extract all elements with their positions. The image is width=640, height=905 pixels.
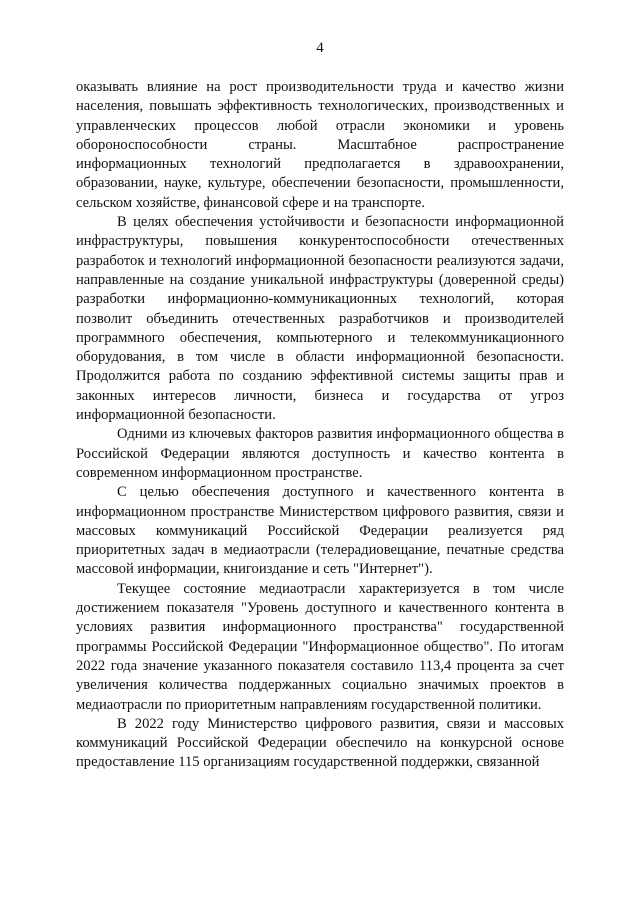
paragraph-state-support: В 2022 году Министерство цифрового развития, связи и массовых коммуникаций Российской Федерации обеспечило на конкурсной основе предоставление 115 организациям государственной поддержки, связанной <box>76 715 564 771</box>
paragraph-media-indicator: Текущее состояние медиаотрасли характеризуется в том числе достижением показателя "Уровень доступного и качественного контента в условиях развития информационного пространства" государственной программы Российской Федерации "Информационное общество". По итогам 2022 года значение указанного показателя составило 113,4 процента за счет увеличения количества поддержанных социально значимых проектов в медиаотрасли по приоритетным направлениям государственной политики. <box>76 580 564 713</box>
paragraph-key-factors: Одними из ключевых факторов развития информационного общества в Российской Федерации являются доступность и качество контента в современном информационном пространстве. <box>76 426 564 481</box>
paragraph-continuation: оказывать влияние на рост производительности труда и качество жизни населения, повышать эффективность технологических, производственных и управленческих процессов любой отрасли экономики и уровень обороноспособности страны. Масштабное распространение информационных технологий предполагается в здравоохранении, образовании, науке, культуре, обеспечении безопасности, промышленности, сельском хозяйстве, финансовой сфере и на транспорте. <box>76 79 564 211</box>
paragraph-content-tasks: С целью обеспечения доступного и качественного контента в информационном пространстве Министерством цифрового развития, связи и массовых коммуникаций Российской Федерации реализуется ряд приоритетных задач в медиаотрасли (телерадиовещание, печатные средства массовой информации, книгоиздание и сеть "Интернет"). <box>76 484 564 578</box>
document-body <box>76 78 564 773</box>
page-number: 4 <box>316 40 324 56</box>
paragraph-information-security: В целях обеспечения устойчивости и безопасности информационной инфраструктуры, повышения конкурентоспособности отечественных разработок и технологий информационной безопасности реализуются задачи, направленные на создание уникальной инфраструктуры (доверенной среды) разработки информационно-коммуникационных технологий, которая позволит объединить отечественных разработчиков и производителей программного обеспечения, компьютерного и телекоммуникационного оборудования, в том числе в области информационной безопасности. Продолжится работа по созданию эффективной системы защиты прав и законных интересов личности, бизнеса и государства от угроз информационной безопасности. <box>76 214 564 424</box>
